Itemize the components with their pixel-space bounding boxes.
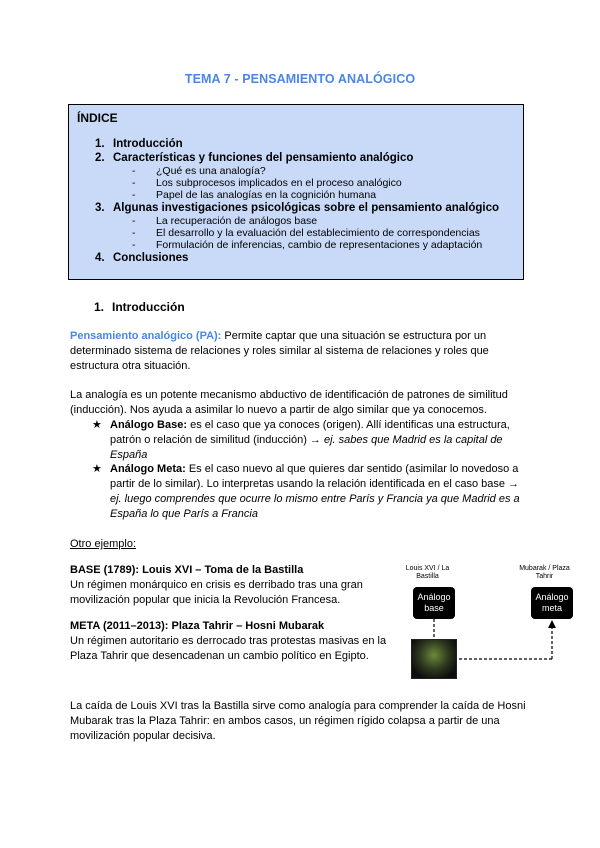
- toc-item-2[interactable]: 2. Características y funciones del pensamiento analógico: [95, 152, 414, 164]
- analogy-paragraph: La analogía es un potente mecanismo abductivo de identificación de patrones de similitud (inducción). Nos ayuda a asimilar lo nuevo a partir de algo similar que ya conocemos.: [70, 389, 508, 416]
- toc-subitem[interactable]: - Papel de las analogías en la cognición humana: [132, 189, 377, 201]
- arrowhead-icon: [548, 620, 556, 628]
- meta-case-text: Un régimen autoritario es derrocado tras protestas masivas en la Plaza Tahrir que desencadenan un cambio político en Egipto.: [70, 635, 387, 662]
- toc-item-3[interactable]: 3. Algunas investigaciones psicológicas sobre el pensamiento analógico: [95, 202, 499, 214]
- base-case-heading: BASE (1789): Louis XVI – Toma de la Bastilla: [70, 564, 304, 576]
- base-node-label: Louis XVI / La Bastilla: [405, 565, 450, 580]
- analogo-meta-node: Análogo meta: [531, 587, 573, 619]
- toc-item-4[interactable]: 4. Conclusiones: [95, 252, 189, 264]
- meta-node-label: Mubarak / Plaza Tahrir: [519, 565, 570, 580]
- toc-item-1[interactable]: 1. Introducción: [95, 138, 183, 150]
- index-heading: ÍNDICE: [77, 111, 118, 125]
- bullet-analogo-meta: ★ Análogo Meta: Es el caso nuevo al que quieres dar sentido (asimilar lo novedoso a partir de lo similar). Lo interpretas usando la relación identificada en el caso base → ej. luego comprendes que ocurre lo mismo entre París y Francia ya que Madrid es a España lo que París a Francia: [92, 463, 520, 520]
- toc-subitem[interactable]: - Formulación de inferencias, cambio de representaciones y adaptación: [132, 239, 483, 251]
- analogo-base-node: Análogo base: [413, 587, 455, 619]
- pa-definition-paragraph: Pensamiento analógico (PA): Permite captar que una situación se estructura por un determinado sistema de relaciones y roles similar al sistema de relaciones y roles que estructura otra situación.: [70, 330, 489, 372]
- star-bullet-icon: ★: [92, 419, 102, 431]
- toc-subitem[interactable]: - La recuperación de análogos base: [132, 215, 318, 227]
- base-case-text: Un régimen monárquico en crisis es derribado tras una gran movilización popular que inicia la Revolución Francesa.: [70, 579, 363, 606]
- section-heading-introduccion: 1. Introducción: [94, 300, 185, 314]
- analogy-diagram: [395, 555, 595, 695]
- meta-case-heading: META (2011–2013): Plaza Tahrir – Hosni Mubarak: [70, 620, 325, 632]
- toc-subitem[interactable]: - Los subprocesos implicados en el proceso analógico: [132, 177, 402, 189]
- historical-image: [411, 639, 457, 679]
- page-title: TEMA 7 - PENSAMIENTO ANALÓGICO: [184, 72, 416, 86]
- pa-term: Pensamiento analógico (PA):: [70, 330, 222, 342]
- toc-subitem[interactable]: - El desarrollo y la evaluación del establecimiento de correspondencias: [132, 227, 480, 239]
- conclusion-paragraph: La caída de Louis XVI tras la Bastilla sirve como analogía para comprender la caída de Hosni Mubarak tras la Plaza Tahrir: en ambos casos, un régimen rígido colapsa a partir de una movilización popular decisiva.: [70, 700, 526, 742]
- other-example-label: Otro ejemplo:: [70, 538, 137, 550]
- toc-subitem[interactable]: - ¿Qué es una analogía?: [132, 165, 266, 177]
- toc-list: [77, 137, 515, 265]
- bullet-analogo-base: ★ Análogo Base: es el caso que ya conoces (origen). Allí identificas una estructura, patrón o relación de similitud (inducción) → ej. sabes que Madrid es la capital de España: [92, 419, 510, 461]
- index-box: [68, 104, 524, 280]
- star-bullet-icon: ★: [92, 463, 102, 475]
